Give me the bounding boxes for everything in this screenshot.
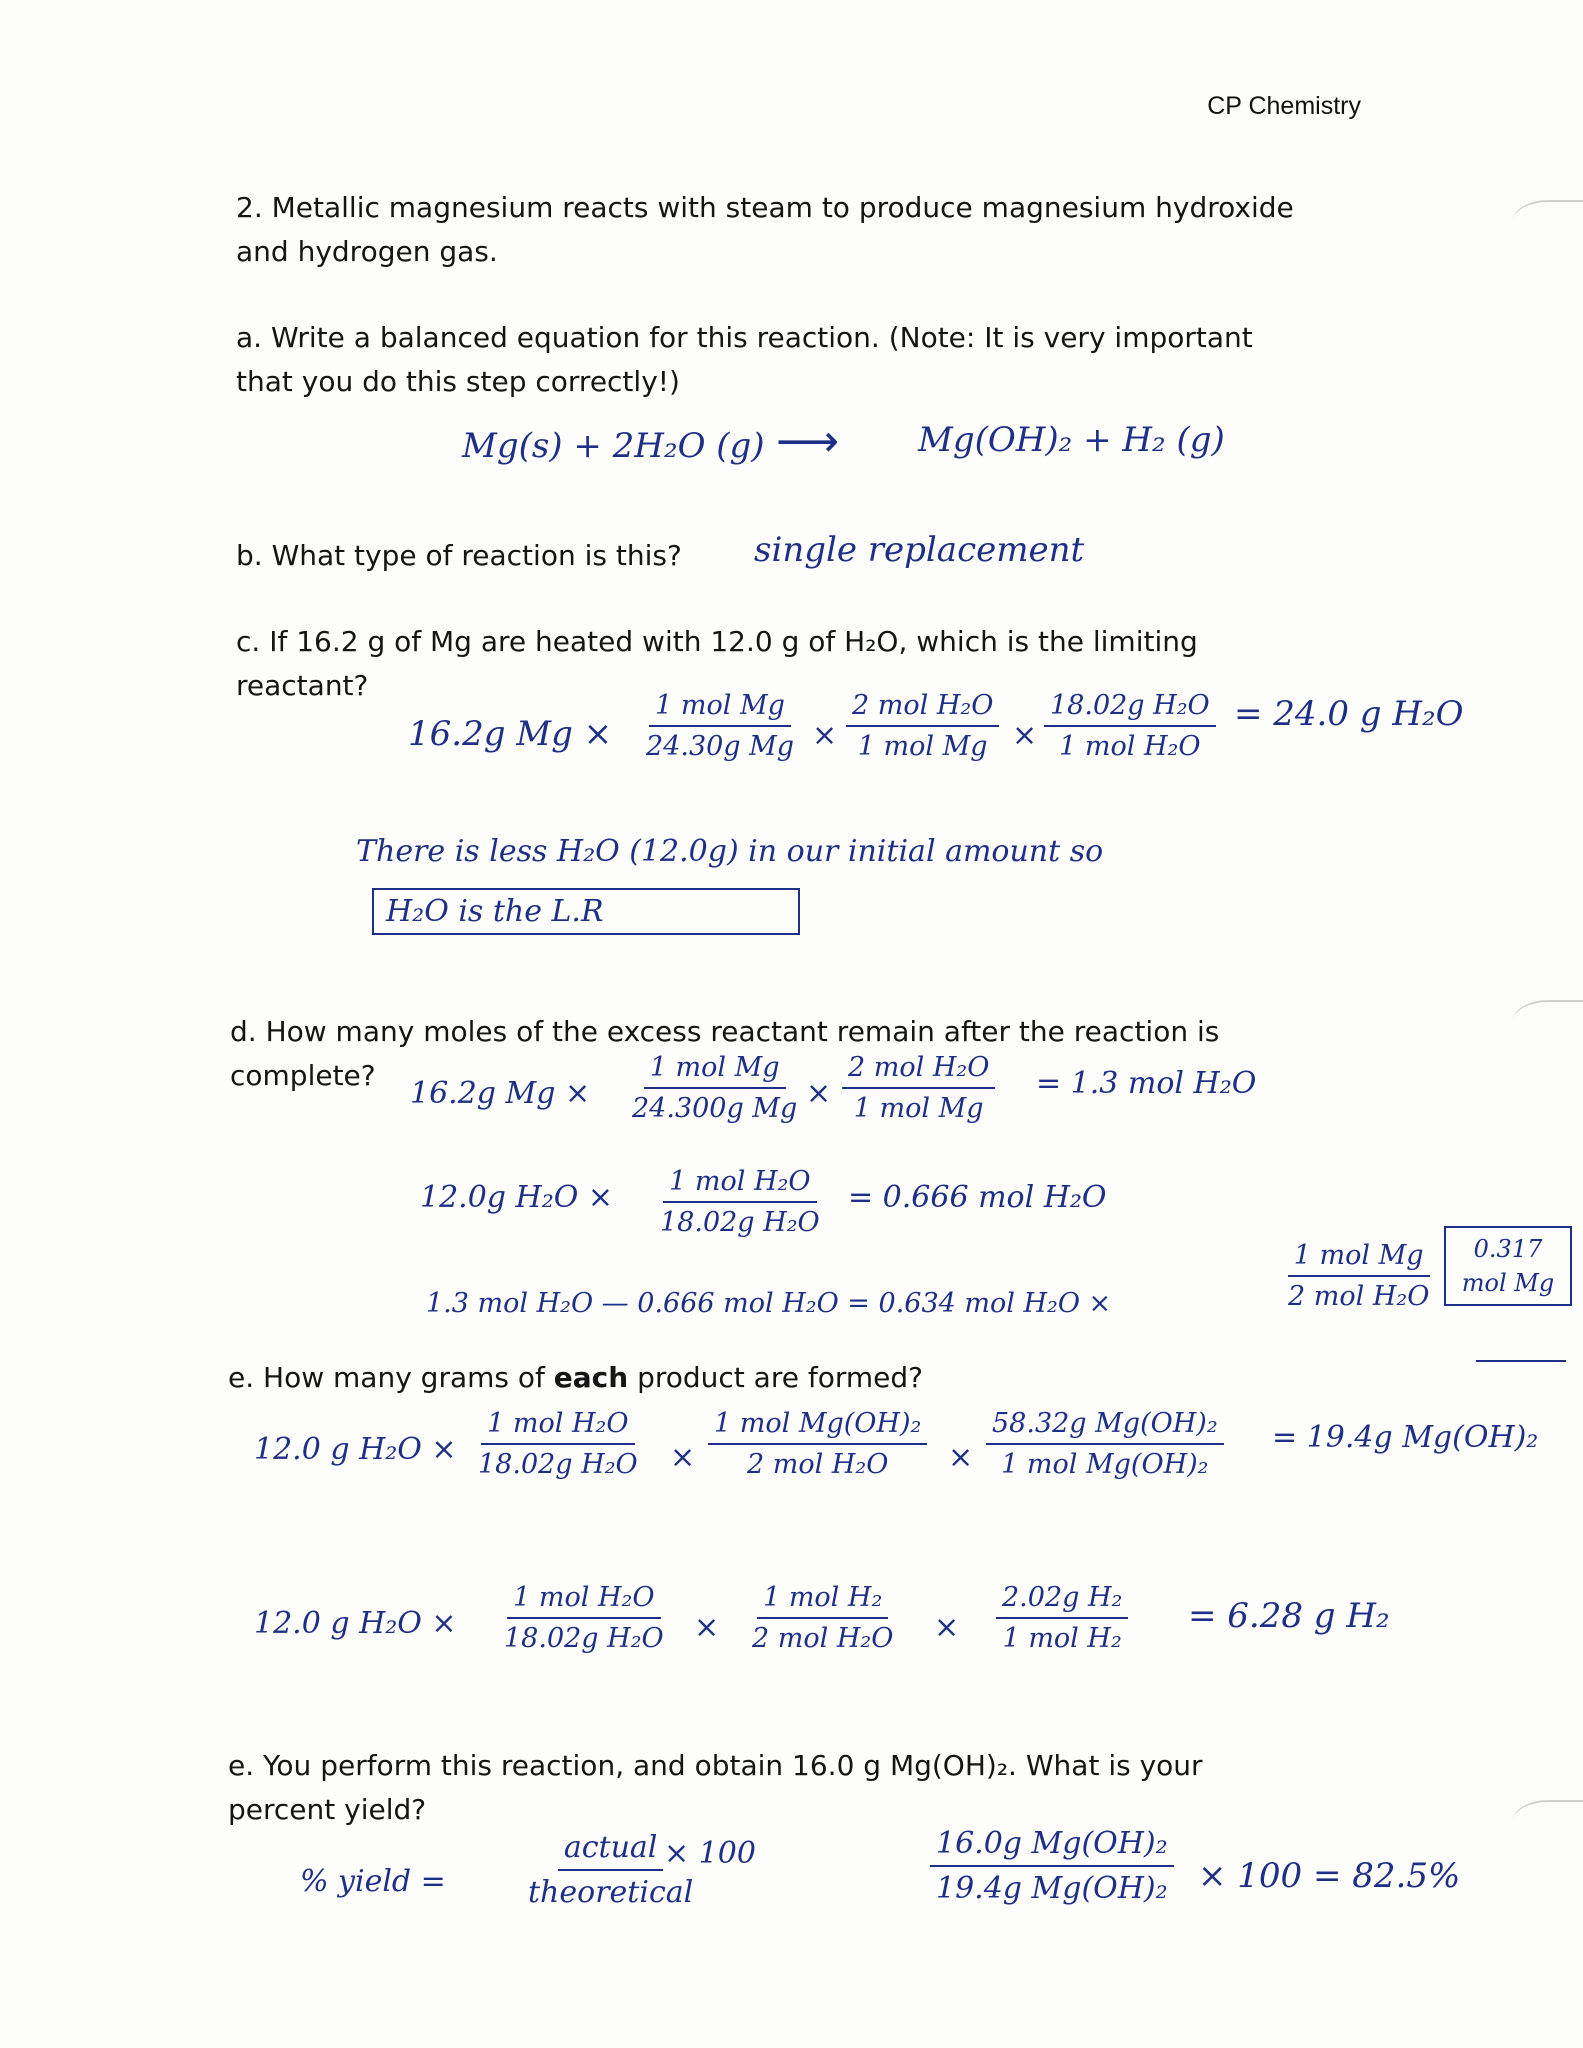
fraction-denominator: 2 mol H₂O: [1288, 1281, 1430, 1312]
fraction-denominator: 24.300g Mg: [632, 1093, 798, 1124]
answer-c-fraction: [640, 690, 800, 762]
answer-e1-start2: 12.0 g H₂O ×: [254, 1606, 457, 1641]
answer-d-fraction: [842, 1052, 995, 1124]
answer-a-reactants: Mg(s) + 2H₂O (g): [462, 426, 765, 466]
answer-c-fraction: [1044, 690, 1216, 762]
fraction-numerator: 1 mol Mg: [649, 690, 791, 727]
fraction-denominator: 1 mol Mg: [857, 731, 988, 762]
page-edge-mark: [1513, 200, 1583, 242]
answer-e1-start: 12.0 g H₂O ×: [254, 1432, 457, 1467]
question-c-line: reactant?: [236, 669, 369, 702]
problem-intro: [236, 186, 1294, 274]
answer-b: single replacement: [754, 530, 1085, 570]
course-title: CP Chemistry: [1207, 92, 1361, 120]
question-c-line: c. If 16.2 g of Mg are heated with 12.0 g of H₂O, which is the limiting: [236, 625, 1198, 658]
answer-e2-times: × 100: [664, 1836, 756, 1871]
question-e1-text: e. How many grams of: [228, 1361, 554, 1394]
page-edge-mark: [1513, 1800, 1583, 1842]
question-a: [236, 316, 1253, 404]
fraction-numerator: actual: [558, 1830, 664, 1871]
fraction-denominator: 1 mol H₂: [1002, 1623, 1122, 1654]
times-sign: ×: [694, 1610, 720, 1645]
problem-intro-line: and hydrogen gas.: [236, 235, 498, 268]
times-sign: ×: [806, 1076, 832, 1111]
question-d-line: complete?: [230, 1059, 376, 1092]
question-b: b. What type of reaction is this?: [236, 539, 682, 572]
answer-e1-result: = 19.4g Mg(OH)₂: [1272, 1420, 1539, 1455]
answer-c-fraction: [846, 690, 999, 762]
answer-c-note: There is less H₂O (12.0g) in our initial amount so: [356, 834, 1104, 869]
answer-e1-fraction: [472, 1408, 644, 1480]
fraction-numerator: 2 mol H₂O: [846, 690, 999, 727]
fraction-numerator: 1 mol H₂O: [481, 1408, 634, 1445]
question-a-line: a. Write a balanced equation for this reaction. (Note: It is very important: [236, 321, 1253, 354]
underline-mark: [1476, 1360, 1566, 1362]
fraction-numerator: 1 mol H₂: [757, 1582, 888, 1619]
times-sign: ×: [1012, 718, 1038, 753]
fraction-numerator: 1 mol Mg: [644, 1052, 786, 1089]
fraction-denominator: 19.4g Mg(OH)₂: [936, 1871, 1168, 1906]
fraction-numerator: 16.0g Mg(OH)₂: [930, 1826, 1174, 1867]
fraction-denominator: 2 mol H₂O: [752, 1623, 894, 1654]
fraction-numerator: 1 mol Mg(OH)₂: [708, 1408, 927, 1445]
fraction-numerator: 1 mol H₂O: [507, 1582, 660, 1619]
fraction-numerator: 2.02g H₂: [996, 1582, 1128, 1619]
answer-e1-fraction: [996, 1582, 1128, 1654]
fraction-denominator: theoretical: [528, 1875, 694, 1910]
fraction-numerator: 1 mol H₂O: [663, 1166, 816, 1203]
question-e1-text: product are formed?: [628, 1361, 924, 1394]
fraction-denominator: 18.02g H₂O: [478, 1449, 638, 1480]
times-sign: ×: [670, 1440, 696, 1475]
answer-d-fraction: [654, 1166, 826, 1238]
question-e1: [228, 1356, 923, 1400]
fraction-denominator: 1 mol Mg: [853, 1093, 984, 1124]
fraction-numerator: 18.02g H₂O: [1044, 690, 1216, 727]
question-e2-line: percent yield?: [228, 1793, 427, 1826]
answer-d-result2: = 0.666 mol H₂O: [848, 1180, 1107, 1215]
answer-d-start2: 12.0g H₂O ×: [420, 1180, 613, 1215]
answer-e2-calc: [930, 1826, 1174, 1906]
answer-d-fraction: [1282, 1240, 1435, 1312]
fraction-denominator: 18.02g H₂O: [660, 1207, 820, 1238]
fraction-denominator: 24.30g Mg: [646, 731, 795, 762]
answer-d-final: 0.317 mol Mg: [1444, 1226, 1572, 1306]
question-a-line: that you do this step correctly!): [236, 365, 680, 398]
times-sign: ×: [934, 1610, 960, 1645]
fraction-numerator: 1 mol Mg: [1288, 1240, 1430, 1277]
times-sign: ×: [812, 718, 838, 753]
question-d-line: d. How many moles of the excess reactant remain after the reaction is: [230, 1015, 1220, 1048]
page-edge-mark: [1513, 1000, 1583, 1042]
question-e2-line: e. You perform this reaction, and obtain 16.0 g Mg(OH)₂. What is your: [228, 1749, 1203, 1782]
answer-e2-label: % yield =: [300, 1864, 446, 1899]
reaction-arrow-icon: ⟶: [776, 416, 840, 467]
question-e1-emphasis: each: [553, 1361, 629, 1394]
answer-c-start: 16.2g Mg ×: [408, 714, 613, 754]
answer-e1-fraction: [986, 1408, 1224, 1480]
answer-e1-fraction: [498, 1582, 670, 1654]
answer-d-start1: 16.2g Mg ×: [410, 1076, 591, 1111]
answer-d-subtraction: 1.3 mol H₂O — 0.666 mol H₂O = 0.634 mol H₂O ×: [426, 1288, 1112, 1319]
answer-d-fraction: [626, 1052, 803, 1124]
answer-e2-result: × 100 = 82.5%: [1198, 1856, 1461, 1896]
fraction-numerator: 58.32g Mg(OH)₂: [986, 1408, 1224, 1445]
times-sign: ×: [948, 1440, 974, 1475]
answer-a-products: Mg(OH)₂ + H₂ (g): [918, 420, 1225, 460]
answer-c-boxed: H₂O is the L.R: [372, 888, 800, 935]
answer-e1-fraction: [746, 1582, 899, 1654]
fraction-numerator: 2 mol H₂O: [842, 1052, 995, 1089]
fraction-denominator: 18.02g H₂O: [504, 1623, 664, 1654]
answer-d-result1: = 1.3 mol H₂O: [1036, 1066, 1257, 1101]
question-e2: [228, 1744, 1203, 1832]
answer-e1-fraction: [708, 1408, 927, 1480]
answer-e1-result2: = 6.28 g H₂: [1188, 1596, 1390, 1636]
answer-c-result: = 24.0 g H₂O: [1234, 694, 1464, 734]
fraction-denominator: 1 mol Mg(OH)₂: [1001, 1449, 1209, 1480]
fraction-denominator: 1 mol H₂O: [1059, 731, 1201, 762]
problem-intro-line: 2. Metallic magnesium reacts with steam to produce magnesium hydroxide: [236, 191, 1294, 224]
fraction-denominator: 2 mol H₂O: [747, 1449, 889, 1480]
